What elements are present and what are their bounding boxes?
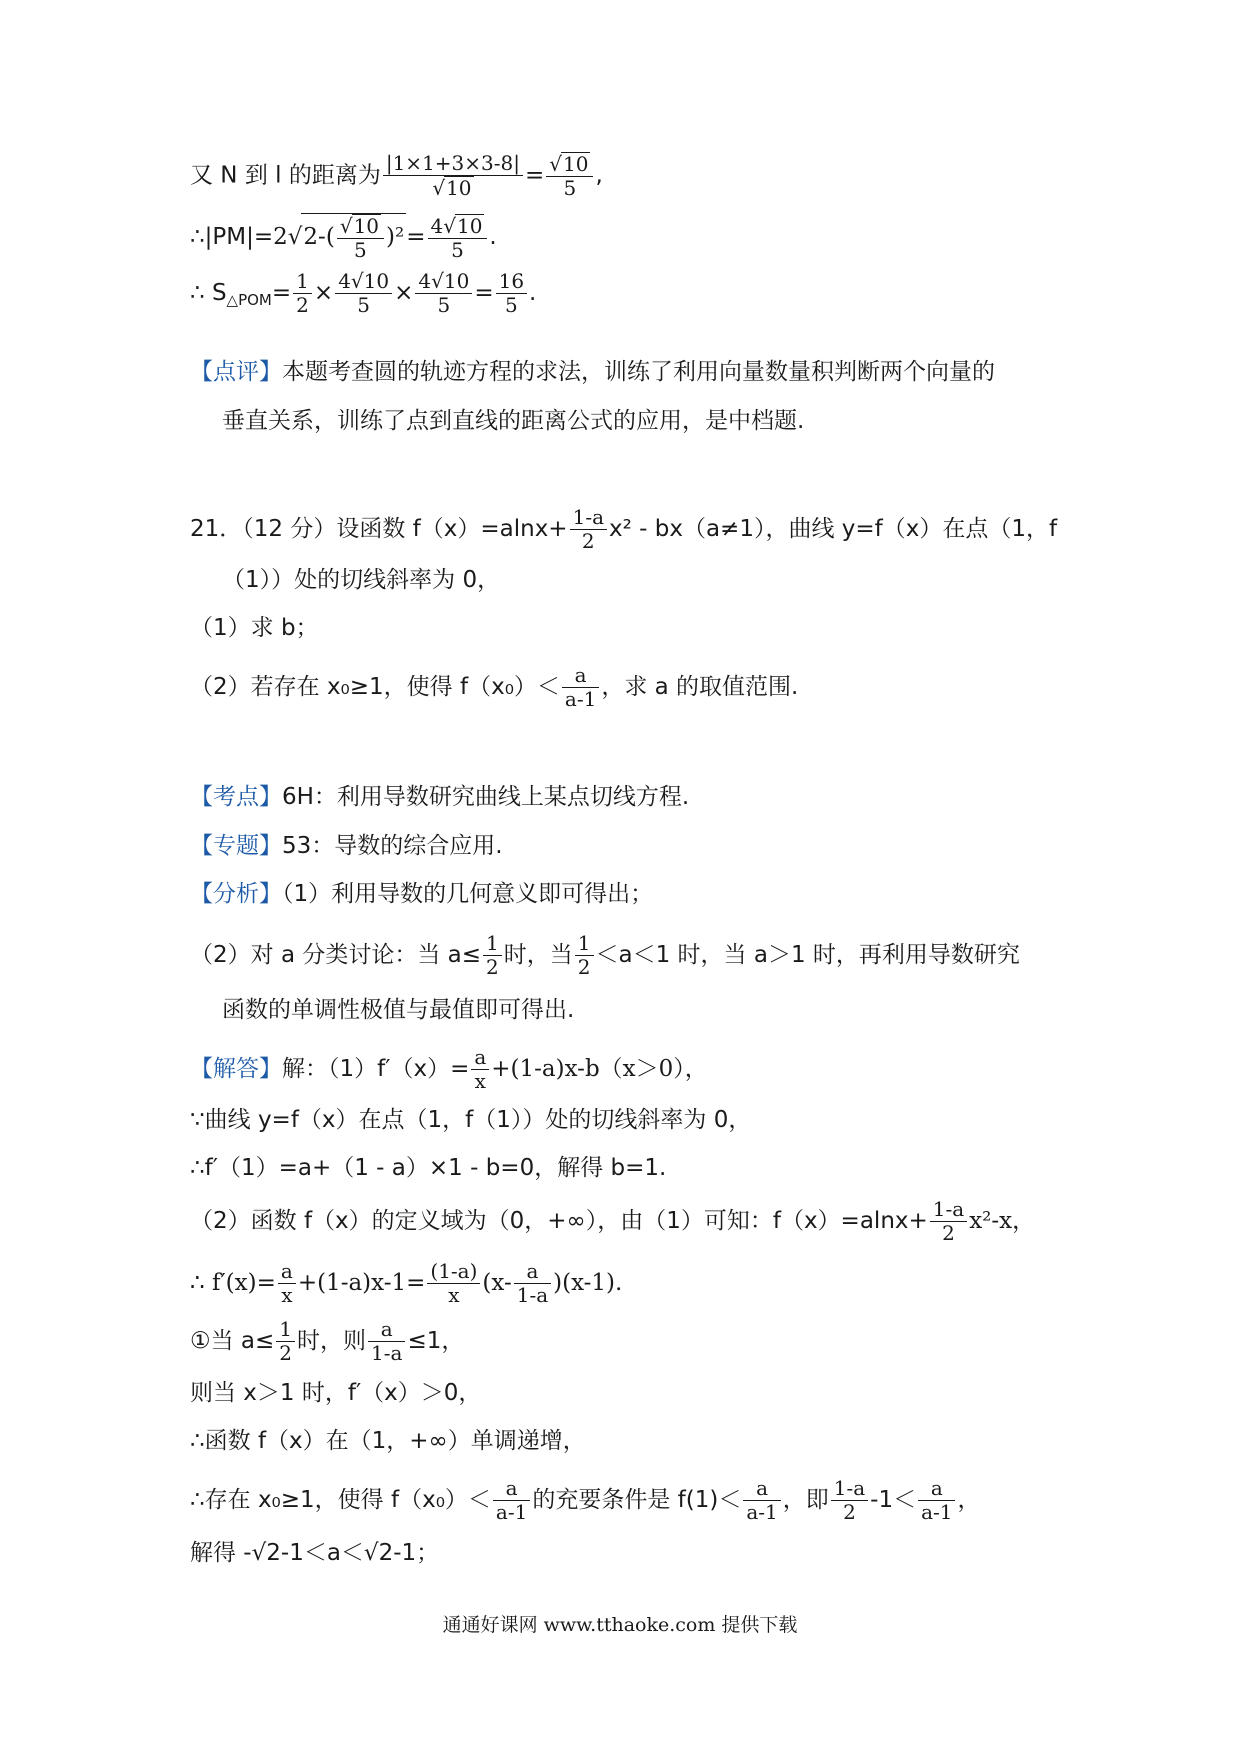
fraction: [415, 270, 472, 317]
numerator: a: [493, 1477, 530, 1501]
text: ，即: [782, 1487, 829, 1513]
numerator: 16: [496, 270, 527, 294]
fraction: [428, 214, 488, 262]
text: 21．（12 分）设函数 f（x）=alnx+: [190, 516, 568, 542]
text: 时，则: [297, 1328, 367, 1354]
question-21-line-2: [222, 563, 1102, 597]
numerator: a: [743, 1477, 780, 1501]
text: ∴存在 x₀≥1，使得 f（x₀）＜: [190, 1487, 491, 1513]
fraction: [278, 1260, 296, 1307]
text: 时，当: [503, 942, 573, 968]
fraction: [483, 932, 502, 979]
denominator: a-1: [921, 1500, 953, 1524]
denominator: 2: [843, 1500, 856, 1524]
text: （1））处的切线斜率为 0，: [222, 567, 501, 593]
comment-line-2: [222, 404, 1102, 438]
numerator: |1×1+3×3-8|: [383, 152, 523, 176]
text: 解得 -√2-1＜a＜√2-1；: [190, 1540, 440, 1566]
numerator: 1: [293, 270, 312, 294]
text: （1）求 b；: [190, 615, 319, 641]
jieda-line-4: [190, 1198, 1070, 1245]
fenxi-line-3: [222, 993, 1102, 1027]
jieda-line-9: [190, 1477, 1070, 1524]
jieda-line-8: [190, 1424, 1070, 1458]
denominator: 2: [279, 1341, 293, 1365]
fenxi-tag: 【分析】: [190, 881, 282, 907]
text: 2-(: [303, 224, 335, 250]
text: （2）对 a 分类讨论：当 a≤: [190, 942, 482, 968]
comment-line-1: [190, 355, 1070, 389]
radicand: 10: [456, 213, 483, 238]
text: =: [406, 224, 426, 250]
numerator: 1-a: [930, 1198, 967, 1222]
denominator: 2: [486, 955, 499, 979]
fraction: [570, 506, 607, 553]
footer-watermark: 通通好课网 www.tthaoke.com 提供下载: [442, 1614, 798, 1636]
fraction: [427, 1260, 480, 1307]
text: .: [529, 280, 537, 306]
fraction: [562, 664, 599, 711]
text: ∴f′（1）=a+（1 - a）×1 - b=0，解得 b=1.: [190, 1155, 667, 1181]
text: ,: [595, 162, 603, 189]
denominator: 2: [577, 955, 591, 979]
text: ∴|PM|=: [190, 224, 274, 250]
text: ∴ f′(x)=: [190, 1270, 276, 1296]
text: )²: [386, 224, 405, 250]
jieda-line-6: [190, 1318, 1070, 1365]
fraction: [337, 214, 384, 262]
numerator: 4√10: [335, 270, 392, 294]
comment-text: 本题考查圆的轨迹方程的求法，训练了利用向量数量积判断两个向量的: [282, 359, 995, 385]
kaodian-tag: 【考点】: [190, 784, 282, 810]
kaodian-line: [190, 780, 1070, 814]
text: x²-x，: [969, 1208, 1036, 1234]
jieda-line-7: [190, 1376, 1070, 1410]
numerator: 4√10: [415, 270, 472, 294]
distance-line: [190, 152, 1070, 200]
denominator: x: [448, 1283, 460, 1307]
text: ＜a＜1 时，当 a＞1 时，再利用导数研究: [595, 942, 1020, 968]
question-21-part-2: [190, 664, 1070, 711]
fraction: [496, 270, 527, 317]
fraction: [743, 1477, 780, 1524]
text: 则当 x＞1 时，f′（x）＞0，: [190, 1380, 482, 1406]
text: ∴函数 f（x）在（1，+∞）单调递增，: [190, 1428, 586, 1454]
numerator: √10: [337, 214, 384, 239]
denominator: 5: [563, 176, 577, 200]
denominator: x: [281, 1283, 293, 1307]
comment-text: 垂直关系，训练了点到直线的距离公式的应用，是中档题.: [222, 408, 805, 434]
denominator: 5: [504, 293, 518, 317]
radicand: 10: [446, 176, 472, 200]
fraction: [493, 1477, 530, 1524]
denominator: a-1: [746, 1500, 778, 1524]
numerator: a: [918, 1477, 955, 1501]
numerator: 1-a: [831, 1477, 868, 1501]
text: +(1-a)x-b（x＞0），: [491, 1056, 708, 1082]
fraction: [546, 152, 593, 200]
fenxi-line-2: [190, 932, 1070, 979]
jieda-line-2: [190, 1103, 1070, 1137]
denominator: 1-a: [371, 1341, 403, 1365]
jieda-line-1: [190, 1046, 1070, 1093]
numerator: 1-a: [570, 506, 607, 530]
text: +(1-a)x-1=: [297, 1270, 426, 1296]
numerator: a: [514, 1260, 551, 1284]
area-line: [190, 270, 1070, 317]
jieda-tag: 【解答】: [190, 1056, 282, 1082]
fraction: [831, 1477, 868, 1524]
question-21-line-1: [190, 506, 1070, 553]
text: ×: [313, 280, 334, 306]
numerator: (1-a): [427, 1260, 480, 1284]
denominator: 1-a: [516, 1283, 549, 1307]
text: x² - bx（a≠1），曲线 y=f（x）在点（1，f: [609, 516, 1058, 542]
text: ×: [394, 280, 414, 306]
text: .: [489, 224, 497, 250]
text: 53：导数的综合应用.: [282, 833, 503, 859]
denominator: 5: [437, 293, 451, 317]
text: )(x-1).: [553, 1270, 623, 1296]
denominator: 5: [451, 237, 464, 262]
text: ，求 a 的取值范围.: [601, 674, 799, 700]
jieda-line-5: [190, 1260, 1070, 1307]
denominator: √10: [432, 176, 472, 200]
text: 又 N 到 l 的距离为: [190, 162, 381, 189]
denominator: a-1: [495, 1500, 528, 1524]
fraction: [930, 1198, 967, 1245]
denominator: 5: [357, 293, 371, 317]
question-21-part-1: [190, 611, 1070, 645]
denominator: 2: [296, 293, 309, 317]
numerator: √10: [546, 152, 593, 177]
denominator: 2: [581, 529, 595, 553]
text: (x-: [482, 1270, 512, 1296]
text: ①当 a≤: [190, 1328, 275, 1354]
numerator: 1: [276, 1318, 295, 1342]
text: 解：（1）f′（x）=: [282, 1056, 470, 1082]
numerator: 1: [483, 932, 502, 956]
numerator: a: [562, 664, 599, 688]
text: =: [271, 280, 292, 306]
denominator: 5: [354, 238, 367, 262]
fraction: [471, 1046, 489, 1093]
fraction: [293, 270, 312, 317]
radicand: 10: [563, 152, 589, 176]
text: 6H：利用导数研究曲线上某点切线方程.: [282, 784, 690, 810]
text: （2）函数 f（x）的定义域为（0，+∞），由（1）可知：f（x）=alnx+: [190, 1208, 928, 1234]
jieda-line-10: [190, 1536, 1070, 1570]
numerator: a: [471, 1046, 489, 1070]
text: =: [474, 280, 494, 306]
text: ∵曲线 y=f（x）在点（1，f（1））处的切线斜率为 0，: [190, 1107, 752, 1133]
pm-line: [190, 213, 1070, 262]
fraction: [383, 152, 523, 200]
text: 2: [273, 224, 288, 250]
sqrt-expression: √2-( $\frac{√10}{5}$ )²: [287, 214, 405, 262]
numerator: a: [368, 1318, 405, 1342]
numerator: 4√10: [428, 214, 488, 239]
radicand: [301, 213, 406, 262]
text: ，: [957, 1487, 981, 1513]
text: =: [524, 162, 545, 189]
subscript: △POM: [226, 291, 272, 309]
text: （1）利用导数的几何意义即可得出；: [282, 881, 654, 907]
numerator: a: [278, 1260, 296, 1284]
fenxi-line-1: [190, 877, 1070, 911]
denominator: x: [474, 1069, 486, 1093]
radicand: 10: [353, 214, 380, 238]
numerator: 1: [575, 932, 594, 956]
fraction: [368, 1318, 405, 1365]
fraction: [276, 1318, 295, 1365]
text: -1＜: [870, 1487, 917, 1513]
fraction: [335, 270, 392, 317]
text: ∴ S: [190, 280, 227, 306]
comment-tag: 【点评】: [190, 359, 282, 385]
text: 函数的单调性极值与最值即可得出.: [222, 997, 575, 1023]
denominator: 2: [942, 1221, 955, 1245]
fraction: [514, 1260, 551, 1307]
fraction: [918, 1477, 955, 1524]
zhuanti-tag: 【专题】: [190, 833, 282, 859]
jieda-line-3: [190, 1151, 1070, 1185]
text: 的充要条件是 f(1)＜: [532, 1487, 742, 1513]
fraction: [575, 932, 594, 979]
text: ≤1，: [407, 1328, 465, 1354]
text: （2）若存在 x₀≥1，使得 f（x₀）＜: [190, 674, 560, 700]
zhuanti-line: [190, 829, 1070, 863]
denominator: a-1: [564, 687, 597, 711]
